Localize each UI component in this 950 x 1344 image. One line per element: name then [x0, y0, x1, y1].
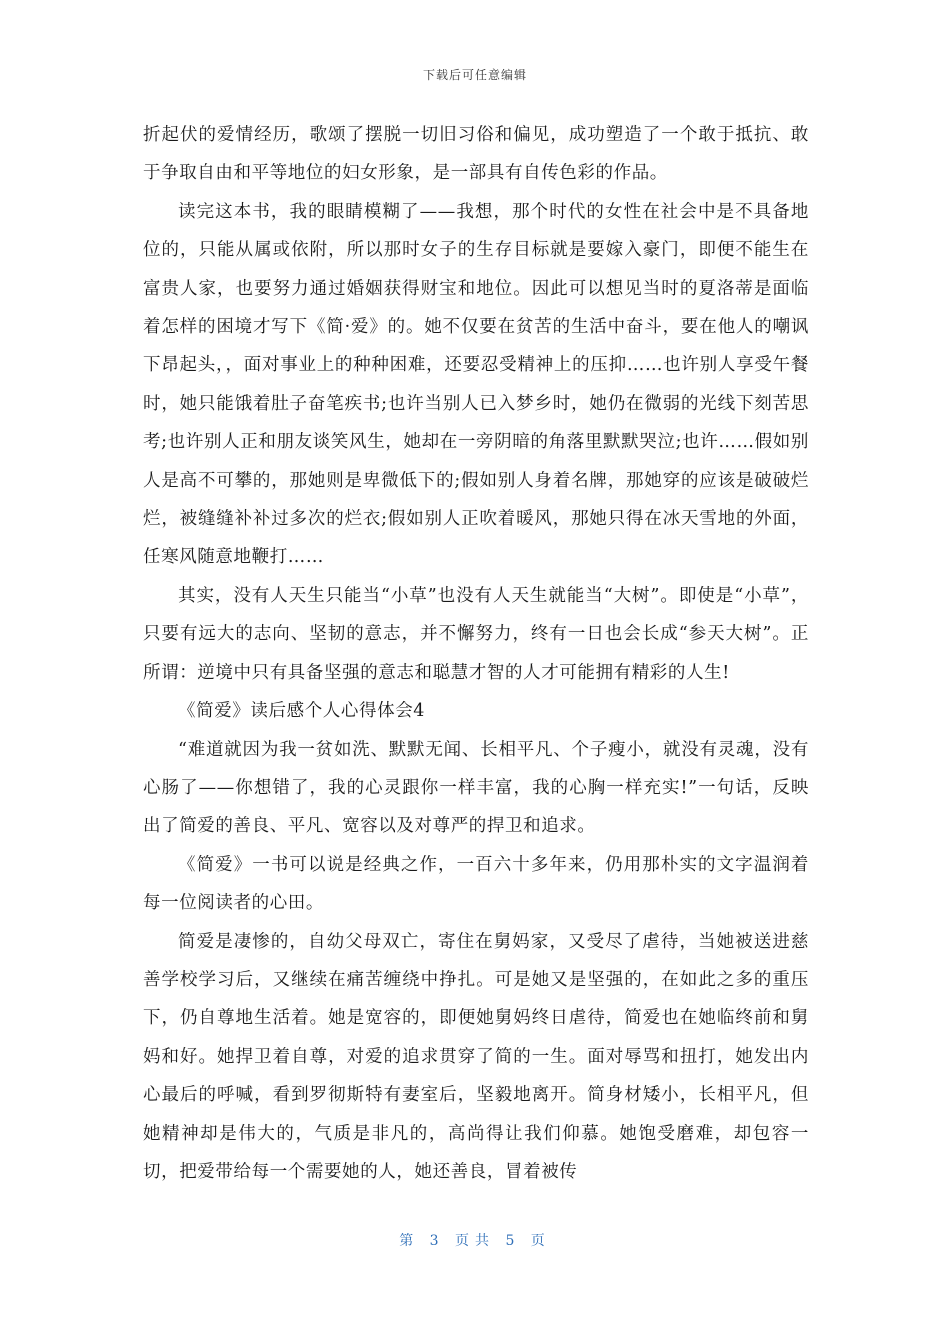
paragraph-3: 其实，没有人天生只能当“小草”也没有人天生就能当“大树”。即使是“小草”，只要有远大的志向、坚韧的意志，并不懈努力，终有一日也会长成“参天大树”。正所谓：逆境中只有具备坚强的意志和聪慧才智的人才可能拥有精彩的人生! — [143, 585, 809, 683]
paragraph-7: 简爱是凄惨的，自幼父母双亡，寄住在舅妈家，又受尽了虐待，当她被送进慈善学校学习后，又继续在痛苦缠绕中挣扎。可是她又是坚强的，在如此之多的重压下，仍自尊地生活着。她是宽容的，即便她舅妈终日虐待，简爱也在她临终前和舅妈和好。她捍卫着自尊，对爱的追求贯穿了简的一生。面对辱骂和扭打，她发出内心最后的呼喊，看到罗彻斯特有妻室后，坚毅地离开。简身材矮小，长相平凡，但她精神却是伟大的，气质是非凡的，高尚得让我们仰慕。她饱受磨难，却包容一切，把爱带给每一个需要她的人，她还善良，冒着被传 — [143, 931, 809, 1182]
paragraph-5: “难道就因为我一贫如洗、默默无闻、长相平凡、个子瘦小，就没有灵魂，没有心肠了——你想错了，我的心灵跟你一样丰富，我的心胸一样充实!”一句话，反映出了简爱的善良、平凡、宽容以及对尊严的捍卫和追求。 — [143, 739, 809, 837]
page-number-footer: 第 3 页共 5 页 — [399, 1233, 551, 1249]
section-heading: 《简爱》读后感个人心得体会4 — [178, 701, 426, 722]
document-body — [143, 116, 809, 1191]
paragraph-2: 读完这本书，我的眼睛模糊了——我想，那个时代的女性在社会中是不具备地位的，只能从属或依附，所以那时女子的生存目标就是要嫁入豪门，即便不能生在富贵人家，也要努力通过婚姻获得财宝和地位。因此可以想见当时的夏洛蒂是面临着怎样的困境才写下《简·爱》的。她不仅要在贫苦的生活中奋斗，要在他人的嘲讽下昂起头，，面对事业上的种种困难，还要忍受精神上的压抑……也许别人享受午餐时，她只能饿着肚子奋笔疾书;也许当别人已入梦乡时，她仍在微弱的光线下刻苦思考;也许别人正和朋友谈笑风生，她却在一旁阴暗的角落里默默哭泣;也许……假如别人是高不可攀的，那她则是卑微低下的;假如别人身着名牌，那她穿的应该是破破烂烂，被缝缝补补过多次的烂衣;假如别人正吹着暖风，那她只得在冰天雪地的外面，任寒风随意地鞭打…… — [143, 201, 809, 568]
paragraph-6: 《简爱》一书可以说是经典之作，一百六十多年来，仍用那朴实的文字温润着每一位阅读者的心田。 — [143, 854, 809, 914]
header-note: 下载后可任意编辑 — [422, 68, 527, 82]
paragraph-1: 折起伏的爱情经历，歌颂了摆脱一切旧习俗和偏见，成功塑造了一个敢于抵抗、敢于争取自由和平等地位的妇女形象，是一部具有自传色彩的作品。 — [143, 125, 809, 184]
